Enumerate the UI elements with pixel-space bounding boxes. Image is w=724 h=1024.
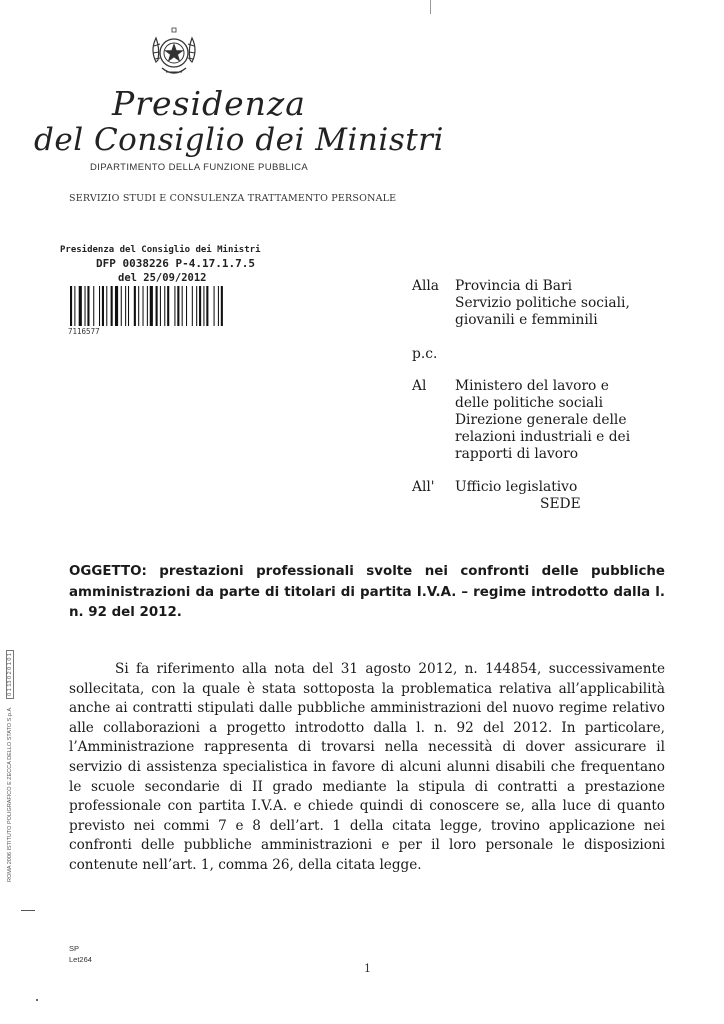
recipient-label-al: Al [412,378,427,394]
barcode-bar [85,286,86,326]
barcode-bar [134,286,136,326]
side-stamp-text: ROMA 2006 ISTITUTO POLIGRAFICO E ZECCA DELLO STATO S.p.A. [7,706,13,882]
barcode-bar [115,286,118,326]
footer-ref: Let264 [69,955,92,964]
body-paragraph: Si fa riferimento alla nota del 31 agosto 2012, n. 144854, successivamente sollecitata, con la quale è stata sottoposta la problematica relativa all’applicabilità anche ai contratti stipulati dalle pubbliche amministrazioni del nuovo regime relativo alle collaborazioni a progetto introdotto dalla l. n. 92 del 2012. In particolare, l’Amministrazione rappresenta di trovarsi nella necessità di dover assicurare il servizio di assistenza specialistica in favore di alcuni alunni disabili che frequentano le scuole secondarie di II grado mediante la stipula di contratti a prestazione professionale con partita I.V.A. e chiede quindi di conoscere se, alla luce di quanto previsto nei commi 7 e 8 dell’art. 1 della citata legge, trovino applicazione nei confronti delle pubbliche amministrazioni e per il loro personale le disposizioni contenute nell’art. 1, comma 26, della citata legge. [69,661,665,873]
barcode-number: 7116577 [68,327,100,336]
protocol-number: DFP 0038226 P-4.17.1.7.5 [96,257,255,270]
barcode-bar [79,286,82,326]
barcode-bar [147,286,148,326]
footer-initials: SP [69,944,80,953]
barcode-bar [102,286,104,326]
barcode-bar [214,286,215,326]
recipient-al-line: relazioni industriali e dei [455,429,631,445]
barcode-bar [164,286,165,326]
barcode-bar [125,286,126,326]
barcode-bar [218,286,219,326]
service-name: SERVIZIO STUDI E CONSULENZA TRATTAMENTO PERSONALE [69,193,397,204]
protocol-issuer: Presidenza del Consiglio dei Ministri [60,245,261,255]
barcode-bar [186,286,187,326]
scan-dot [36,999,38,1001]
side-stamp [6,622,14,882]
recipient-al-line: delle politiche sociali [455,395,604,411]
recipient-al-line: Direzione generale delle [455,412,627,428]
protocol-date: del 25/09/2012 [118,272,207,284]
barcode-bar [128,286,129,326]
recipient-alla-line: Servizio politiche sociali, [455,295,630,311]
barcode-bar [167,286,169,326]
page-number: 1 [364,962,371,975]
barcode-bar [182,286,183,326]
barcode-bar [99,286,100,326]
scan-mark [430,0,431,14]
barcode-bar [199,286,201,326]
barcode-bar [70,286,72,326]
barcode-bar [87,286,89,326]
recipient-alla-line: giovanili e femminili [455,312,598,328]
margin-mark [21,910,35,911]
barcode-bar [196,286,197,326]
recipient-al-line: Ministero del lavoro e [455,378,609,394]
recipient-al-line: rapporti di lavoro [455,446,578,462]
barcode [70,286,266,326]
italian-republic-emblem-icon [146,26,202,86]
barcode-bar [150,286,153,326]
recipient-all-line: SEDE [540,496,581,512]
barcode-bar [74,286,75,326]
barcode-bar [156,286,158,326]
barcode-bar [177,286,179,326]
barcode-bar [111,286,113,326]
barcode-bar [192,286,193,326]
letterhead-presidenza: Presidenza [112,84,306,123]
barcode-bar [203,286,204,326]
recipient-label-all: All' [412,479,435,495]
barcode-bar [206,286,208,326]
barcode-bar [138,286,139,326]
barcode-bar [143,286,144,326]
recipient-all-line: Ufficio legislativo [455,479,578,495]
department-name: DIPARTIMENTO DELLA FUNZIONE PUBBLICA [90,162,309,173]
recipient-label-pc: p.c. [412,346,438,362]
barcode-bar [160,286,161,326]
barcode-bar [93,286,94,326]
barcode-bar [221,286,223,326]
recipient-alla-line: Provincia di Bari [455,278,573,294]
barcode-bar [121,286,122,326]
letterhead-consiglio: del Consiglio dei Ministri [34,122,444,158]
barcode-bar [106,286,107,326]
recipient-label-alla: Alla [412,278,440,294]
side-stamp-code: 0 1 13 0 2 0 1 0 1 [6,650,14,699]
subject: OGGETTO: prestazioni professionali svolte nei confronti delle pubbliche amministrazioni da parte di titolari di partita I.V.A. – regime introdotto dalla l. n. 92 del 2012. [69,564,665,620]
barcode-bar [174,286,175,326]
